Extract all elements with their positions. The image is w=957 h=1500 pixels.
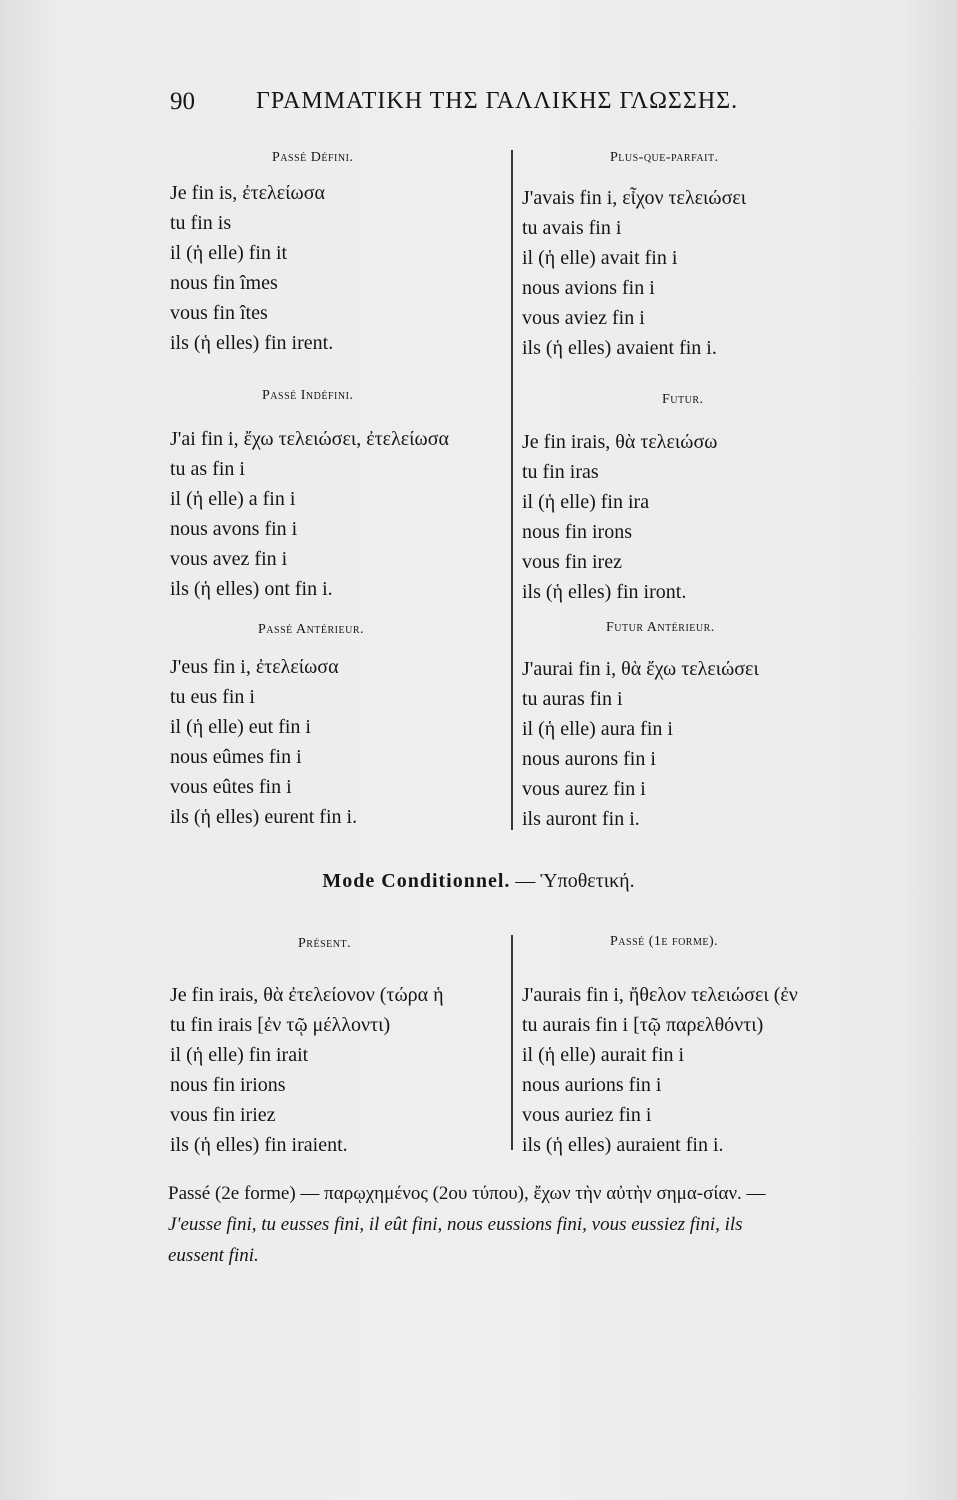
conjugation-line: vous eûtes fin i [170,776,292,798]
section-title-futur: Futur. [662,392,704,407]
conjugation-present [170,980,444,1160]
conjugation-line: vous fin irez [522,551,622,573]
column-divider [511,150,513,830]
conjugation-line: tu eus fin i [170,686,255,708]
conjugation-futur [522,427,717,607]
conjugation-line: Je fin irais, θὰ ἐτελείονον (τώρα ἡ [170,984,444,1006]
page-header [168,88,788,128]
conjugation-line: vous aurez fin i [522,778,646,800]
conjugation-line: tu auras fin i [522,688,623,710]
conjugation-line: nous aurions fin i [522,1074,662,1096]
conjugation-line: ils (ἡ elles) ont fin i. [170,578,333,600]
column-divider-lower [511,935,513,1150]
section-title-plus-que-parfait: Plus-que-parfait. [610,150,719,165]
conjugation-line: nous fin irons [522,521,632,543]
conjugation-line: nous fin irions [170,1074,286,1096]
section-title-passe-1e-forme: Passé (1e forme). [610,934,719,949]
conjugation-line: J'eus fin i, ἐτελείωσα [170,656,339,678]
note-italic-conjugation: J'eusse fini, tu eusses fini, il eût fini, nous eussions fini, vous eussiez fini, ils eussent fini. [168,1214,743,1266]
conjugation-line: ils (ἡ elles) fin iraient. [170,1134,348,1156]
conjugation-line: vous aviez fin i [522,307,645,329]
passe-2e-forme-note [168,1178,788,1271]
conjugation-line: nous eûmes fin i [170,746,302,768]
mode-heading-greek: — Ὑποθετική. [510,870,635,892]
conjugation-line: nous fin îmes [170,272,278,294]
conjugation-line: tu fin iras [522,461,599,483]
section-title-futur-anterieur: Futur Antérieur. [606,620,715,635]
section-title-passe-anterieur: Passé Antérieur. [258,622,365,637]
conjugation-line: vous auriez fin i [522,1104,652,1126]
conjugation-line: il (ἡ elle) eut fin i [170,716,311,738]
conjugation-line: Je fin irais, θὰ τελειώσω [522,431,718,453]
conjugation-line: il (ἡ elle) avait fin i [522,247,678,269]
conjugation-line: tu as fin i [170,458,245,480]
conjugation-line: il (ἡ elle) aura fin i [522,718,673,740]
page-number: 90 [170,88,195,115]
conjugation-line: ils (ἡ elles) fin iront. [522,581,687,603]
conjugation-line: J'avais fin i, εἶχον τελειώσει [522,187,747,209]
section-title-passe-indefini: Passé Indéfini. [262,388,354,403]
conjugation-line: il (ἡ elle) fin irait [170,1044,309,1066]
conjugation-line: vous avez fin i [170,548,288,570]
conjugation-passe-indefini [170,424,449,604]
conjugation-line: il (ἡ elle) fin it [170,242,288,264]
conjugation-futur-anterieur [522,654,759,834]
conjugation-line: J'aurai fin i, θὰ ἔχω τελειώσει [522,658,759,680]
conjugation-line: ils auront fin i. [522,808,640,830]
conjugation-line: J'ai fin i, ἔχω τελειώσει, ἐτελείωσα [170,428,449,450]
conjugation-line: J'aurais fin i, ἤθελον τελειώσει (ἐν [522,984,798,1006]
conjugation-passe-anterieur [170,652,357,832]
conjugation-line: ils (ἡ elles) auraient fin i. [522,1134,724,1156]
note-lead: Passé (2e forme) — παρῳχημένος (2ου τύπου), ἔχων τὴν αὐτὴν σημα-σίαν. — [168,1183,766,1204]
conjugation-line: tu avais fin i [522,217,622,239]
conjugation-line: tu aurais fin i [τῷ παρελθόντι) [522,1014,764,1036]
mode-conditionnel-heading [0,870,957,893]
conjugation-passe-defini [170,178,333,358]
section-title-passe-defini: Passé Défini. [272,150,354,165]
conjugation-line: ils (ἡ elles) eurent fin i. [170,806,358,828]
conjugation-line: il (ἡ elle) fin ira [522,491,650,513]
section-title-present: Présent. [298,936,352,951]
running-title: ΓΡΑΜΜΑΤΙΚΗ ΤΗΣ ΓΑΛΛΙΚΗΣ ΓΛΩΣΣΗΣ. [256,88,739,114]
conjugation-line: ils (ἡ elles) fin irent. [170,332,334,354]
conjugation-line: il (ἡ elle) a fin i [170,488,296,510]
conjugation-plus-que-parfait [522,183,746,363]
conjugation-line: ils (ἡ elles) avaient fin i. [522,337,717,359]
conjugation-passe-1e-forme [522,980,798,1160]
conjugation-line: nous avons fin i [170,518,298,540]
mode-heading-bold: Mode Conditionnel. [322,870,511,892]
conjugation-line: nous avions fin i [522,277,655,299]
conjugation-line: il (ἡ elle) aurait fin i [522,1044,685,1066]
conjugation-line: Je fin is, ἐτελείωσα [170,182,325,204]
conjugation-line: nous aurons fin i [522,748,656,770]
conjugation-line: tu fin is [170,212,232,234]
conjugation-line: tu fin irais [ἐν τῷ μέλλοντι) [170,1014,391,1036]
conjugation-line: vous fin îtes [170,302,268,324]
conjugation-line: vous fin iriez [170,1104,276,1126]
